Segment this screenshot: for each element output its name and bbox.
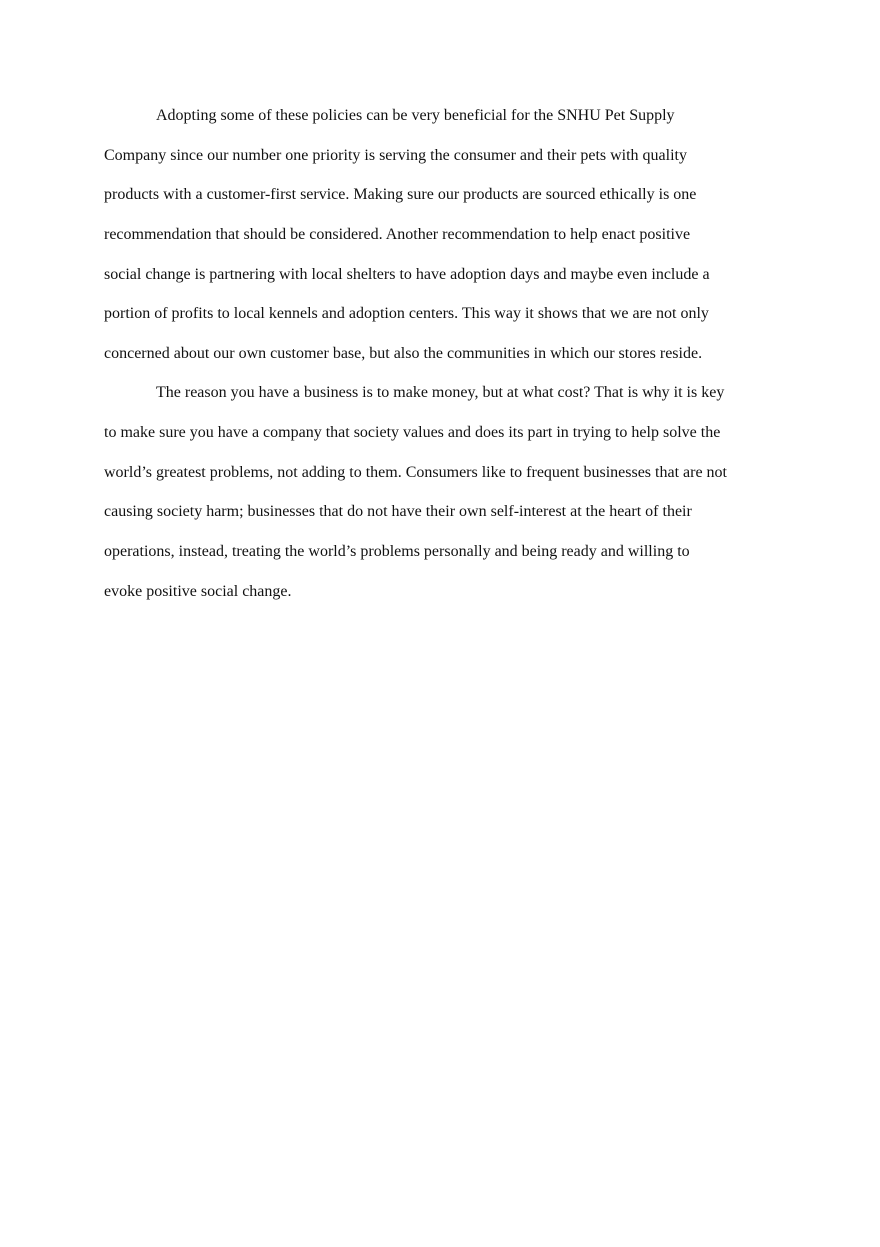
paragraph-line: causing society harm; businesses that do not have their own self-interest at the heart of their <box>104 503 692 521</box>
paragraph-line: social change is partnering with local shelters to have adoption days and maybe even include a <box>104 265 710 283</box>
paragraph-line: The reason you have a business is to make money, but at what cost? That is why it is key <box>156 384 725 402</box>
paragraph-line <box>104 611 780 651</box>
paragraph-line: concerned about our own customer base, but also the communities in which our stores reside. <box>104 344 703 362</box>
document-body <box>104 96 780 651</box>
paragraph-line: portion of profits to local kennels and adoption centers. This way it shows that we are not only <box>104 305 709 323</box>
paragraph-line: world’s greatest problems, not adding to them. Consumers like to frequent businesses that are not <box>104 463 727 481</box>
paragraph-1 <box>104 96 780 373</box>
paragraph-line: evoke positive social change. <box>104 582 292 600</box>
paragraph-line: Adopting some of these policies can be very beneficial for the SNHU Pet Supply <box>156 107 675 124</box>
paragraph-line: to make sure you have a company that society values and does its part in trying to help solve the <box>104 424 721 442</box>
paragraph-2 <box>104 373 780 650</box>
paragraph-line: Company since our number one priority is serving the consumer and their pets with quality <box>104 146 687 164</box>
paragraph-line: recommendation that should be considered. Another recommendation to help enact positive <box>104 225 691 243</box>
paragraph-line: products with a customer-first service. Making sure our products are sourced ethically is one <box>104 186 697 204</box>
paragraph-line: operations, instead, treating the world’s problems personally and being ready and willing to <box>104 543 690 561</box>
